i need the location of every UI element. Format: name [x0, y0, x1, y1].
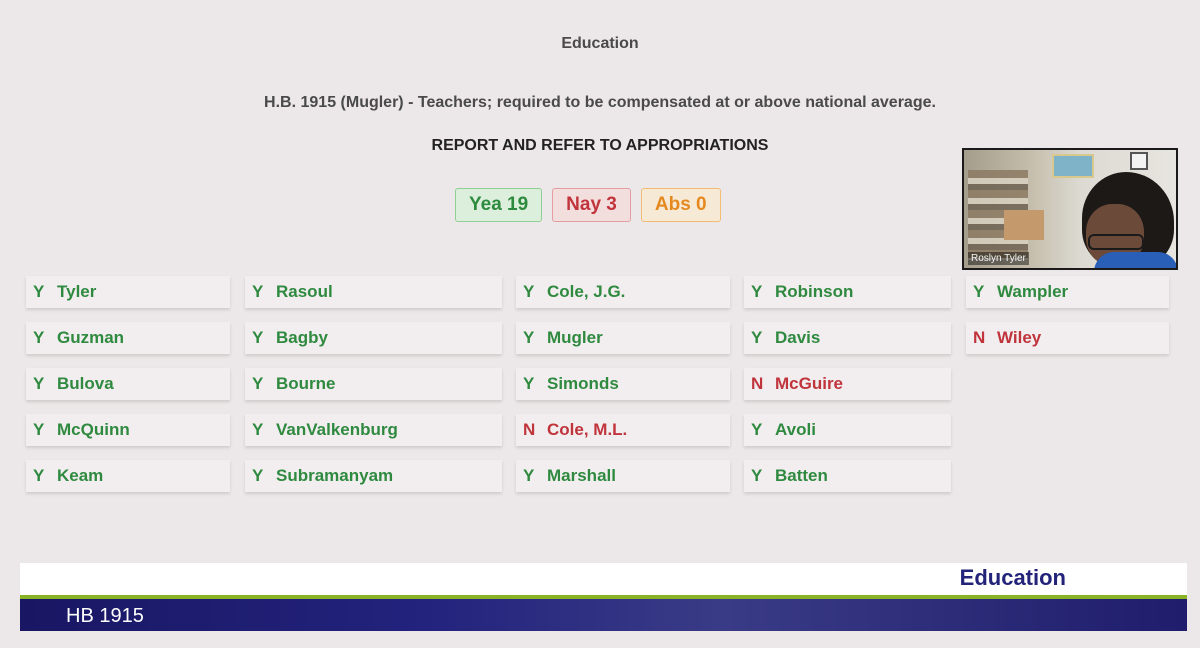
vote-row	[245, 322, 502, 354]
yea-count-badge: Yea 19	[455, 188, 542, 222]
vote-row	[26, 276, 230, 308]
member-name: Tyler	[57, 282, 97, 301]
vote-value: Y	[33, 420, 45, 439]
vote-row	[245, 414, 502, 446]
vote-row	[744, 460, 951, 492]
video-person-shirt	[1094, 252, 1178, 270]
vote-value: Y	[523, 374, 535, 393]
vote-value: Y	[523, 466, 535, 485]
participant-name-label: Roslyn Tyler	[968, 252, 1029, 265]
vote-value: Y	[33, 282, 45, 301]
vote-value: Y	[973, 282, 985, 301]
vote-value: Y	[252, 420, 264, 439]
vote-row	[245, 460, 502, 492]
member-name: Avoli	[775, 420, 816, 439]
vote-row	[744, 276, 951, 308]
footer-bill-bar	[20, 599, 1187, 631]
member-name: Marshall	[547, 466, 616, 485]
participant-video-tile[interactable]	[962, 148, 1178, 270]
vote-value: Y	[523, 282, 535, 301]
vote-tally	[455, 188, 721, 222]
vote-value: Y	[33, 466, 45, 485]
vote-row	[26, 322, 230, 354]
vote-row	[516, 368, 730, 400]
member-name: Rasoul	[276, 282, 333, 301]
video-box	[1004, 210, 1044, 240]
vote-row	[516, 276, 730, 308]
member-name: Bourne	[276, 374, 336, 393]
video-picture-frame-small	[1130, 152, 1148, 170]
committee-action: REPORT AND REFER TO APPROPRIATIONS	[431, 137, 769, 154]
member-name: Bagby	[276, 328, 328, 347]
vote-row	[516, 322, 730, 354]
footer-bill-number: HB 1915	[66, 605, 144, 627]
vote-row	[744, 414, 951, 446]
footer-title-bar	[20, 563, 1187, 595]
bill-description: H.B. 1915 (Mugler) - Teachers; required to be compensated at or above national average.	[264, 94, 936, 111]
member-name: Mugler	[547, 328, 603, 347]
vote-value: Y	[252, 374, 264, 393]
vote-row	[26, 368, 230, 400]
member-name: McGuire	[775, 374, 844, 393]
vote-value: Y	[751, 282, 763, 301]
footer-committee-name: Education	[959, 565, 1066, 590]
member-name: Robinson	[775, 282, 854, 301]
vote-row	[516, 460, 730, 492]
committee-title: Education	[561, 35, 639, 52]
member-name: Davis	[775, 328, 821, 347]
vote-row	[744, 368, 951, 400]
member-name: Simonds	[547, 374, 619, 393]
vote-row	[516, 414, 730, 446]
video-person-glasses	[1088, 234, 1144, 250]
vote-value: Y	[33, 328, 45, 347]
vote-value: Y	[751, 328, 763, 347]
member-name: Cole, M.L.	[547, 420, 628, 439]
vote-value: Y	[751, 420, 763, 439]
member-name: McQuinn	[57, 420, 130, 439]
member-name: Guzman	[57, 328, 125, 347]
member-name: Subramanyam	[276, 466, 394, 485]
member-name: Bulova	[57, 374, 114, 393]
vote-value: Y	[252, 282, 264, 301]
vote-row	[245, 276, 502, 308]
member-name: VanValkenburg	[276, 420, 398, 439]
vote-value: Y	[252, 328, 264, 347]
member-name: Cole, J.G.	[547, 282, 626, 301]
vote-value: Y	[523, 328, 535, 347]
vote-row	[744, 322, 951, 354]
vote-value: Y	[751, 466, 763, 485]
vote-row	[966, 322, 1169, 354]
vote-value: N	[973, 328, 986, 347]
abstain-count-badge: Abs 0	[641, 188, 721, 222]
vote-row	[966, 276, 1169, 308]
video-picture-frame	[1052, 154, 1094, 178]
nay-count-badge: Nay 3	[552, 188, 631, 222]
member-name: Batten	[775, 466, 828, 485]
member-name: Wampler	[997, 282, 1069, 301]
vote-value: Y	[252, 466, 264, 485]
vote-value: N	[751, 374, 764, 393]
vote-row	[26, 414, 230, 446]
vote-value: N	[523, 420, 536, 439]
member-name: Wiley	[997, 328, 1042, 347]
vote-row	[26, 460, 230, 492]
vote-row	[245, 368, 502, 400]
vote-value: Y	[33, 374, 45, 393]
member-name: Keam	[57, 466, 104, 485]
